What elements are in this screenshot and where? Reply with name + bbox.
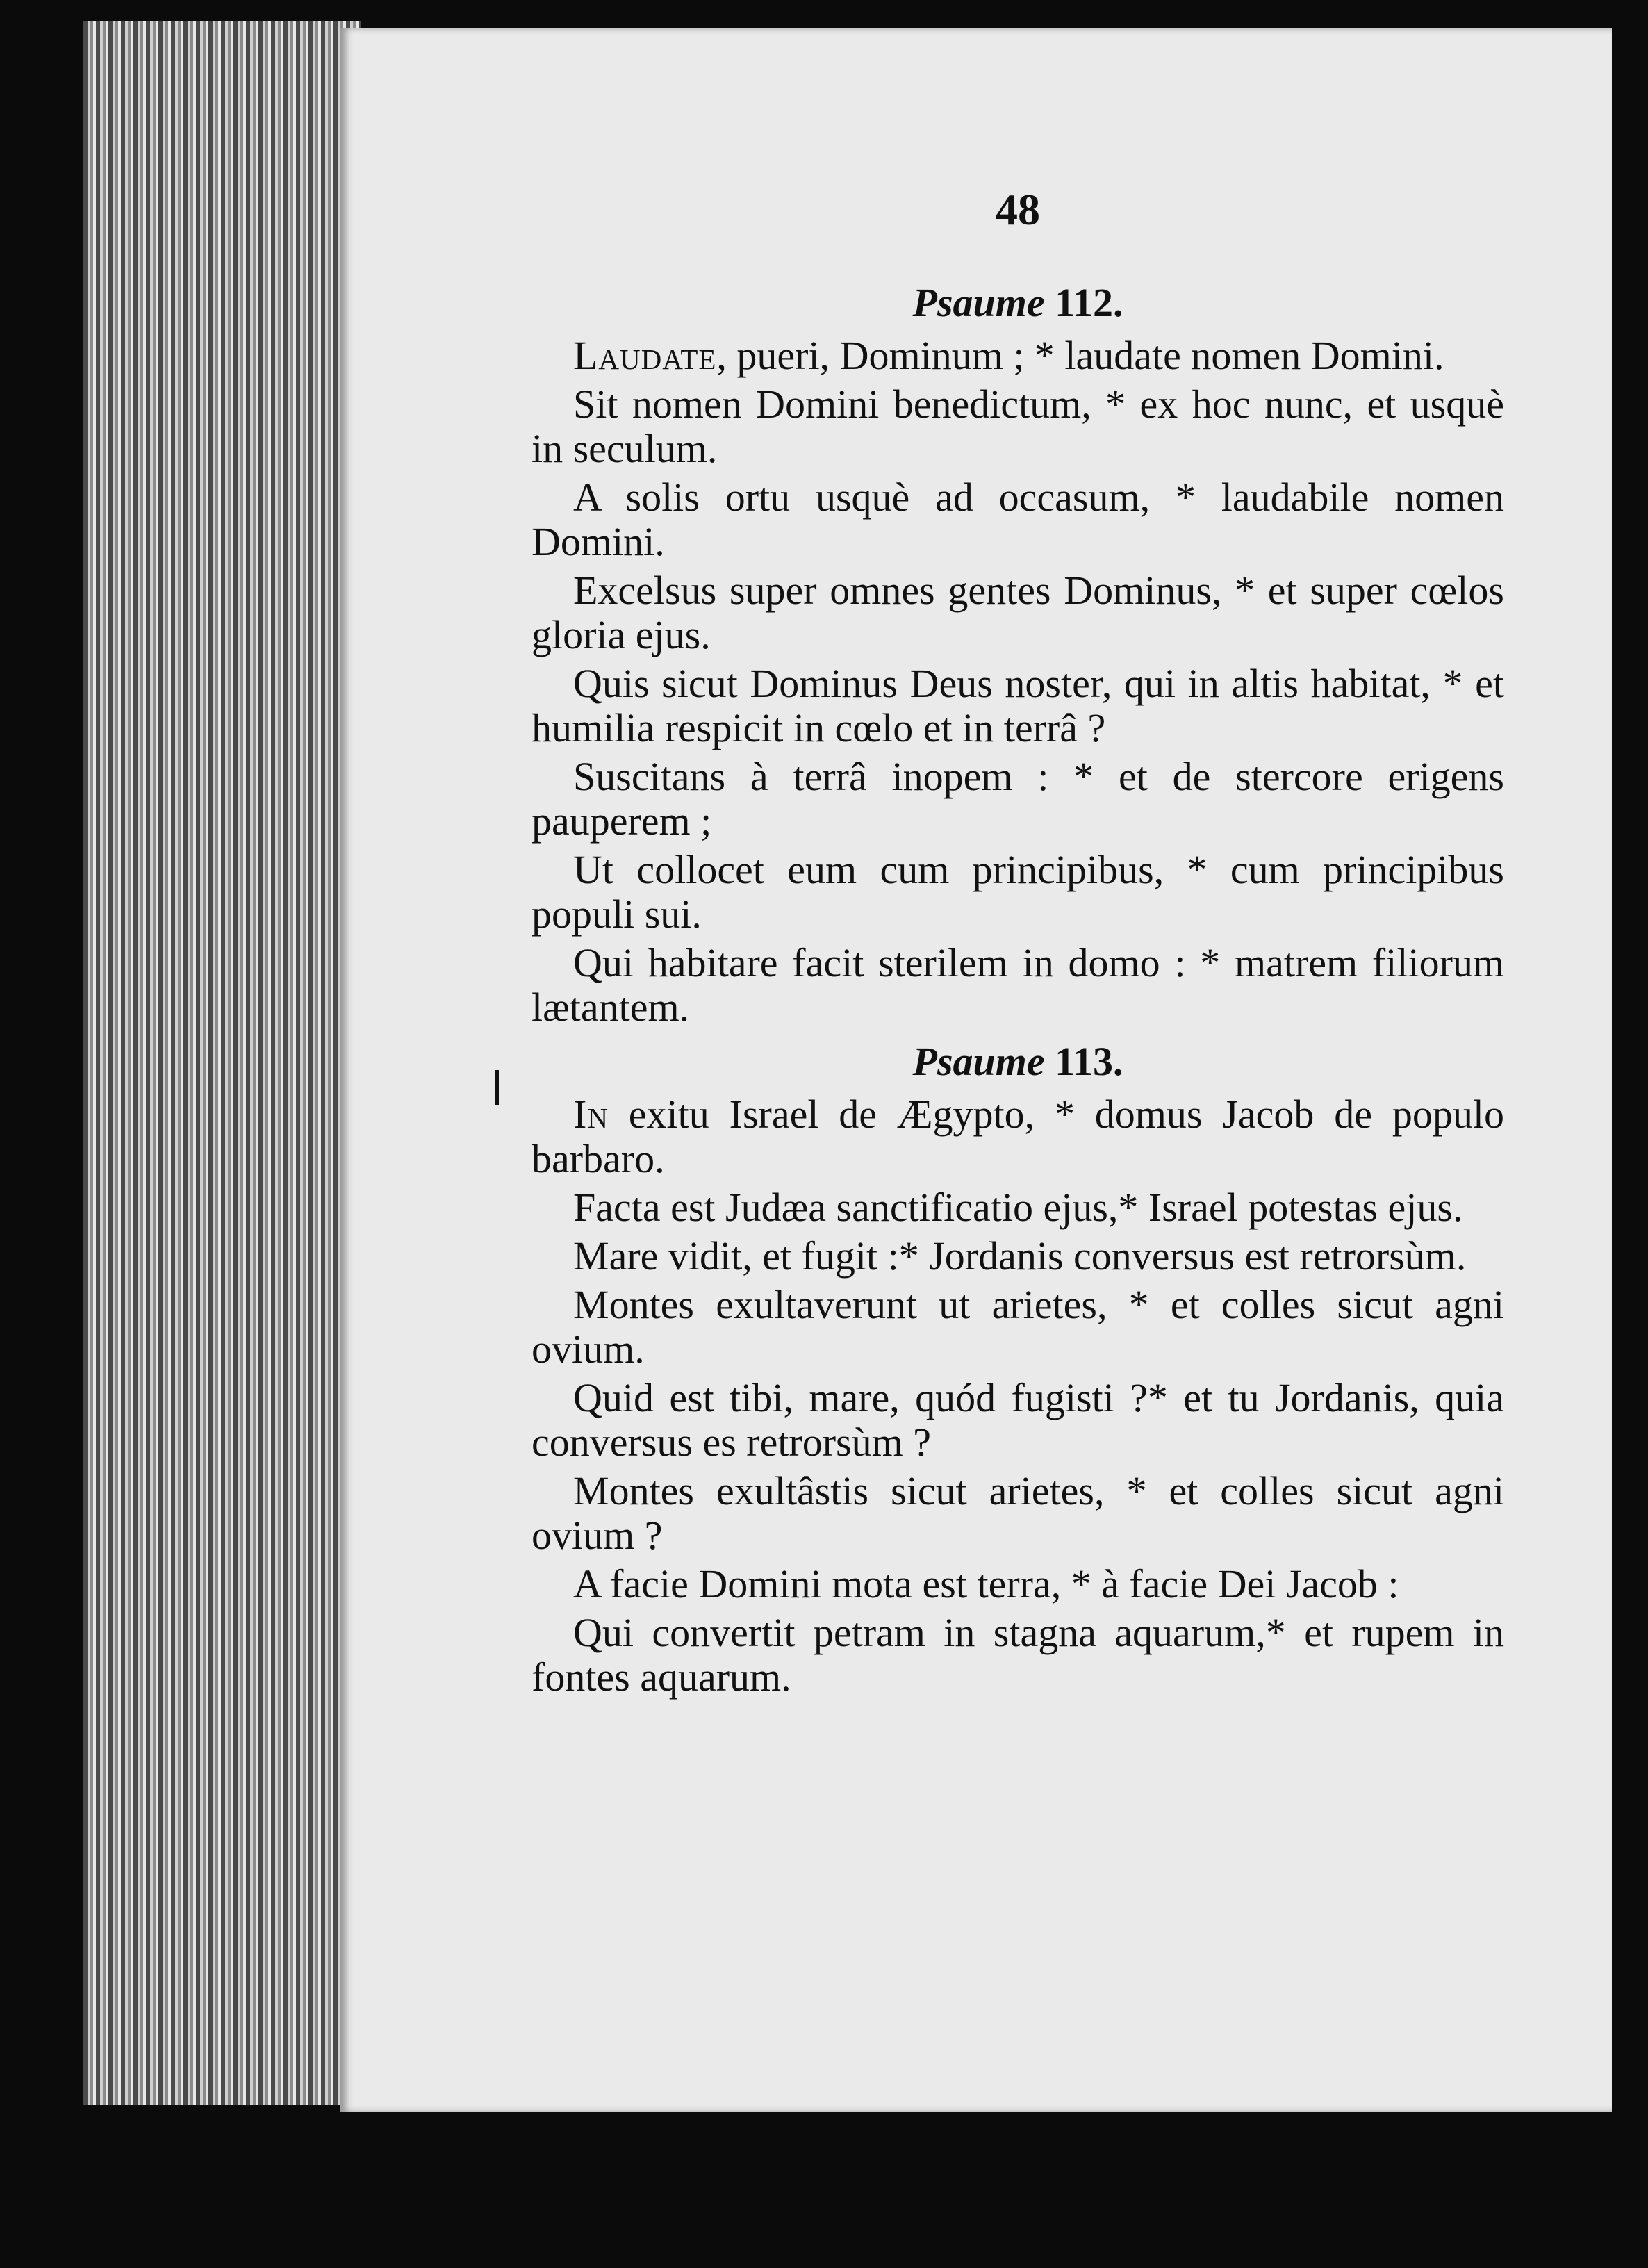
page-number: 48 bbox=[996, 185, 1040, 234]
verse bbox=[532, 568, 1504, 657]
verse-lead-word: Laudate bbox=[573, 333, 717, 378]
verse-text: Montes exultaverunt ut arietes, * et colles sicut agni ovium. bbox=[532, 1282, 1504, 1372]
psalm-112-title bbox=[532, 281, 1504, 325]
verse bbox=[532, 848, 1504, 937]
verse bbox=[532, 1092, 1504, 1181]
verse-text: Excelsus super omnes gentes Dominus, * et super cœlos gloria ejus. bbox=[532, 568, 1504, 657]
verse bbox=[532, 382, 1504, 471]
verse-text: Ut collocet eum cum principibus, * cum principibus populi sui. bbox=[532, 847, 1504, 937]
verse bbox=[532, 1469, 1504, 1558]
verse bbox=[532, 1376, 1504, 1465]
verse-text: Suscitans à terrâ inopem : * et de stercore erigens pauperem ; bbox=[532, 754, 1504, 844]
verse-text: , pueri, Dominum ; * laudate nomen Domini. bbox=[716, 333, 1444, 378]
margin-mark bbox=[495, 1070, 499, 1105]
verse-text: Qui convertit petram in stagna aquarum,* et rupem in fontes aquarum. bbox=[532, 1610, 1504, 1700]
verse bbox=[532, 475, 1504, 564]
verse bbox=[532, 755, 1504, 844]
psalm-113-title bbox=[532, 1040, 1504, 1084]
verse-text: Quid est tibi, mare, quód fugisti ?* et tu Jordanis, quia conversus es retrorsùm ? bbox=[532, 1375, 1504, 1465]
verse-text: Quis sicut Dominus Deus noster, qui in altis habitat, * et humilia respicit in cœlo et in terrâ ? bbox=[532, 661, 1504, 750]
verse bbox=[532, 1562, 1504, 1606]
verse bbox=[532, 1611, 1504, 1700]
verse-text: Qui habitare facit sterilem in domo : * matrem filiorum lætantem. bbox=[532, 940, 1504, 1030]
psalm-title-number: 113. bbox=[1055, 1039, 1123, 1084]
book-page-edges bbox=[83, 21, 361, 2105]
verse bbox=[532, 941, 1504, 1030]
verse bbox=[532, 1185, 1504, 1230]
verse-text: Sit nomen Domini benedictum, * ex hoc nunc, et usquè in seculum. bbox=[532, 381, 1504, 471]
psalm-title-number: 112. bbox=[1055, 280, 1123, 325]
verse-text: A solis ortu usquè ad occasum, * laudabile nomen Domini. bbox=[532, 475, 1504, 564]
psalm-112-verses bbox=[532, 334, 1504, 1030]
verse-lead-word: In bbox=[573, 1092, 609, 1137]
psalm-title-word: Psaume bbox=[912, 1039, 1045, 1084]
verse-text: exitu Israel de Ægypto, * domus Jacob de populo barbaro. bbox=[532, 1092, 1504, 1181]
verse bbox=[532, 334, 1504, 378]
verse-text: Mare vidit, et fugit :* Jordanis conversus est retrorsùm. bbox=[573, 1233, 1467, 1279]
verse-text: Facta est Judæa sanctificatio ejus,* Israel potestas ejus. bbox=[573, 1185, 1463, 1230]
verse-text: Montes exultâstis sicut arietes, * et colles sicut agni ovium ? bbox=[532, 1468, 1504, 1558]
verse bbox=[532, 1283, 1504, 1372]
verse-text: A facie Domini mota est terra, * à facie Dei Jacob : bbox=[573, 1561, 1399, 1606]
psalm-title-word: Psaume bbox=[912, 280, 1045, 325]
verse bbox=[532, 1234, 1504, 1279]
verse bbox=[532, 662, 1504, 750]
page-text bbox=[532, 185, 1504, 1704]
psalm-113-verses bbox=[532, 1092, 1504, 1700]
